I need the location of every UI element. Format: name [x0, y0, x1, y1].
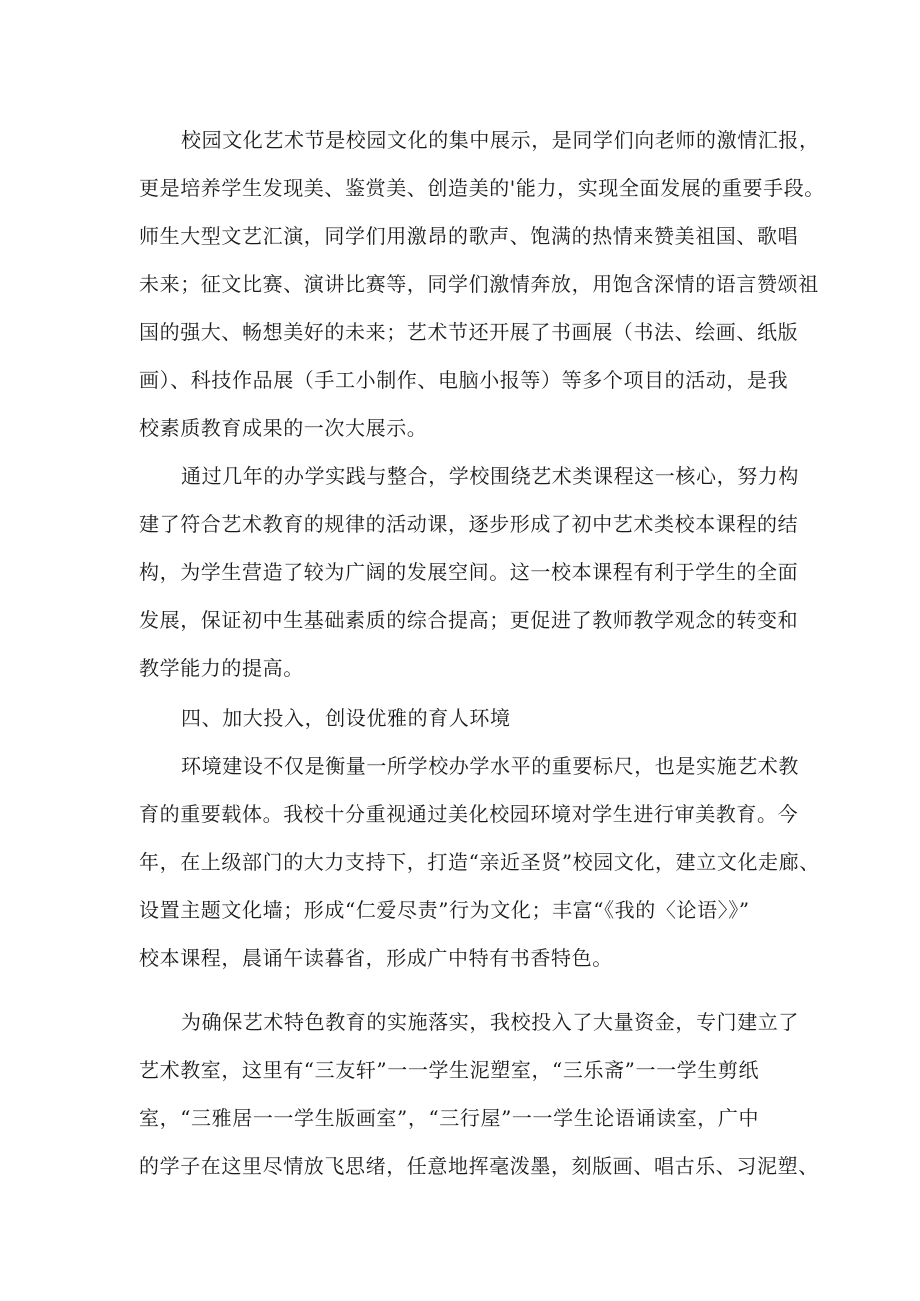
paragraph-4-line-4: 的学子在这里尽情放飞思绪，任意地挥毫泼墨，刻版画、唱古乐、习泥塑、 [139, 1154, 819, 1178]
paragraph-2-line-1: 通过几年的办学实践与整合，学校围绕艺术类课程这一核心，努力构 [181, 464, 799, 488]
paragraph-3-line-4: 设置主题文化墙；形成“仁爱尽责”行为文化；丰富“《我的〈论语〉》” [139, 898, 750, 922]
paragraph-2-line-4: 发展，保证初中生基础素质的综合提高；更促进了教师教学观念的转变和 [139, 608, 799, 632]
paragraph-3-line-3: 年，在上级部门的大力支持下，打造“亲近圣贤”校园文化，建立文化走廊、 [139, 850, 820, 874]
paragraph-1-line-7: 校素质教育成果的一次大展示。 [139, 416, 428, 440]
paragraph-4-line-2: 艺术教室，这里有“三友轩”一一学生泥塑室，“三乐斋”一一学生剪纸 [139, 1058, 760, 1082]
paragraph-2-line-3: 构，为学生营造了较为广阔的发展空间。这一校本课程有利于学生的全面 [139, 560, 799, 584]
paragraph-1-line-1: 校园文化艺术节是校园文化的集中展示，是同学们向老师的激情汇报， [181, 128, 820, 152]
paragraph-1-line-6: 画）、科技作品展（手工小制作、电脑小报等）等多个项目的活动，是我 [139, 368, 789, 392]
paragraph-1-line-5: 国的强大、畅想美好的未来；艺术节还开展了书画展（书法、绘画、纸版 [139, 320, 799, 344]
paragraph-2-line-5: 教学能力的提高。 [139, 656, 304, 680]
paragraph-4-line-3: 室，“三雅居一一学生版画室”，“三行屋”一一学生论语诵读室，广中 [139, 1106, 760, 1130]
paragraph-2-line-2: 建了符合艺术教育的规律的活动课，逐步形成了初中艺术类校本课程的结 [139, 512, 799, 536]
paragraph-3-line-5: 校本课程，晨诵午读暮省，形成广中特有书香特色。 [139, 946, 613, 970]
paragraph-1-line-2: 更是培养学生发现美、鉴赏美、创造美的'能力，实现全面发展的重要手段。 [139, 176, 825, 200]
paragraph-3-line-2: 育的重要载体。我校十分重视通过美化校园环境对学生进行审美教育。今 [139, 802, 799, 826]
paragraph-4-line-1: 为确保艺术特色教育的实施落实，我校投入了大量资金，专门建立了 [181, 1010, 799, 1034]
paragraph-1-line-4: 未来；征文比赛、演讲比赛等，同学们激情奔放，用饱含深情的语言赞颂祖 [139, 272, 819, 296]
section-heading: 四、加大投入，创设优雅的育人环境 [181, 706, 511, 730]
paragraph-3-line-1: 环境建设不仅是衡量一所学校办学水平的重要标尺，也是实施艺术教 [181, 754, 799, 778]
paragraph-1-line-3: 师生大型文艺汇演，同学们用激昂的歌声、饱满的热情来赞美祖国、歌唱 [139, 224, 799, 248]
